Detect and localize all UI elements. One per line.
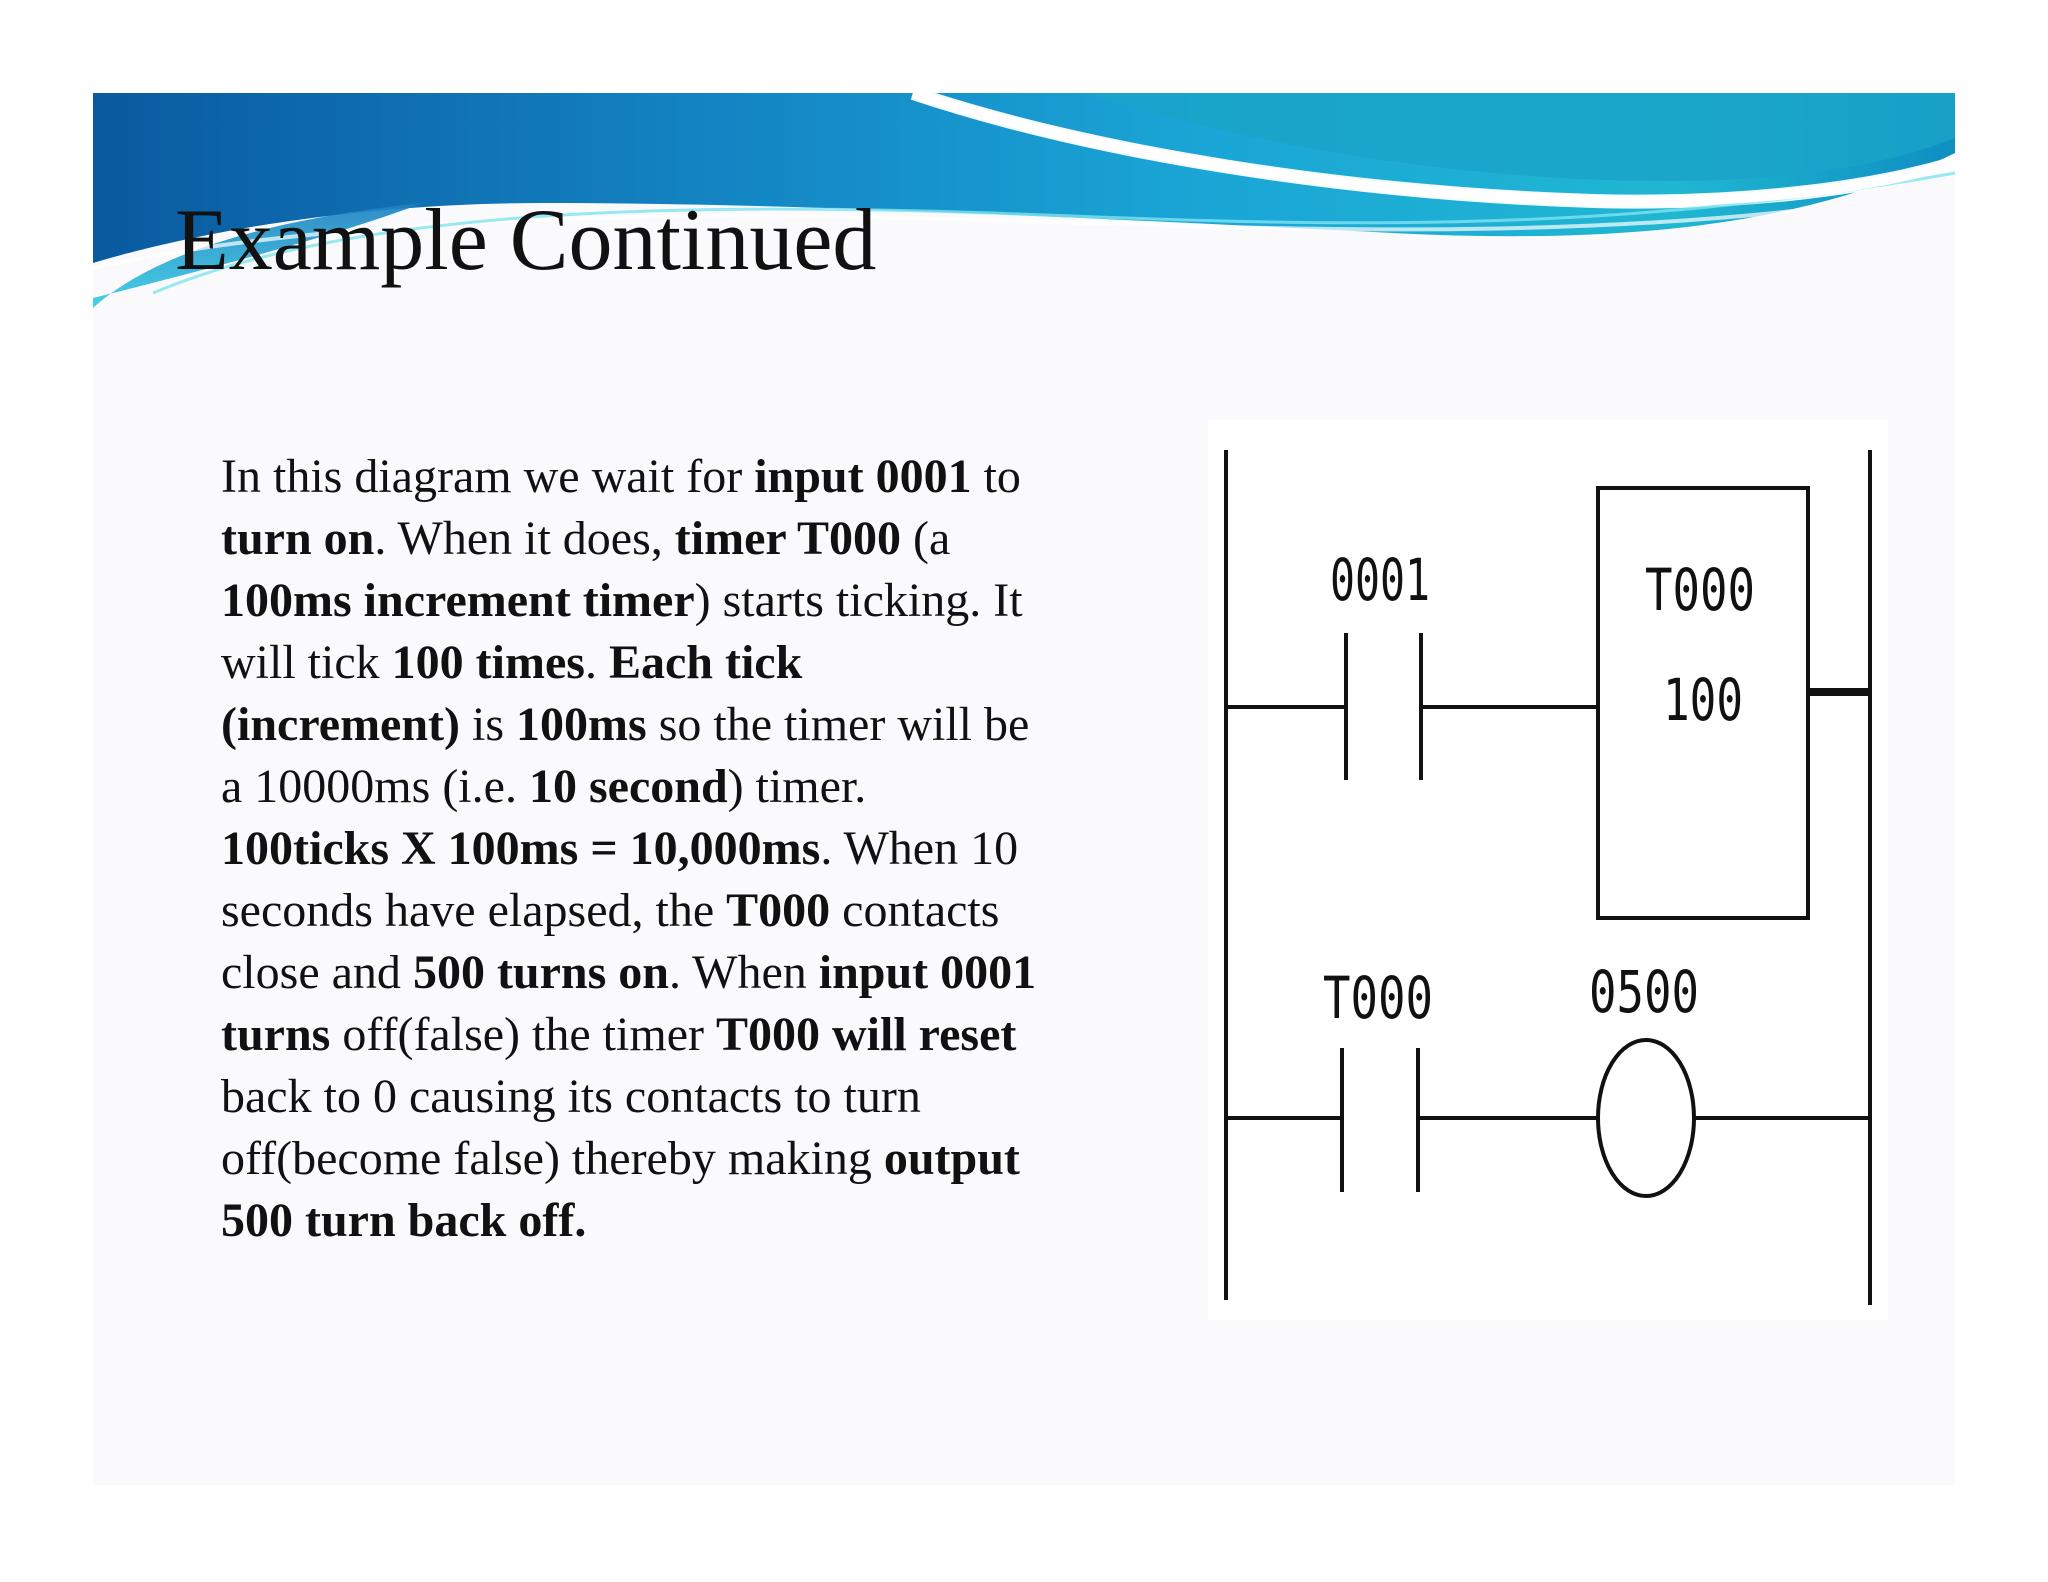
paragraph-line [221, 1066, 1121, 1128]
paragraph-text: is [460, 698, 517, 751]
paragraph-text: . [584, 636, 609, 689]
paragraph-text: . When 10 [820, 822, 1019, 875]
paragraph-text: In this diagram we wait for [221, 450, 755, 503]
emphasis-text: 500 turns on [412, 946, 669, 999]
paragraph-text: (a [900, 512, 951, 565]
emphasis-text: output [883, 1132, 1020, 1185]
paragraph-line [221, 446, 1121, 508]
paragraph-text: seconds have elapsed, the [221, 884, 727, 937]
timer-preset-label: 100 [1663, 666, 1743, 734]
paragraph-line [221, 1004, 1121, 1066]
timer-name-label: T000 [1645, 556, 1755, 624]
paragraph-line [221, 1190, 1121, 1252]
paragraph-line [221, 942, 1121, 1004]
ladder-logic-diagram [1208, 420, 1888, 1320]
explanation-paragraph [221, 446, 1121, 1252]
paragraph-text: ) starts ticking. It [694, 574, 1023, 627]
emphasis-text: T000 [726, 884, 831, 937]
slide-title: Example Continued [175, 192, 877, 289]
paragraph-line [221, 570, 1121, 632]
paragraph-line [221, 756, 1121, 818]
paragraph-text: . When [669, 946, 819, 999]
emphasis-text: 10 second [528, 760, 728, 813]
emphasis-text: 100ticks X 100ms = 10,000ms [221, 822, 821, 875]
paragraph-text: back to 0 causing its contacts to turn [221, 1070, 921, 1123]
emphasis-text: input 0001 [754, 450, 972, 503]
rung1-contact-label: 0001 [1330, 546, 1430, 614]
paragraph-text: . When it does, [374, 512, 675, 565]
paragraph-line [221, 632, 1121, 694]
output-coil [1598, 1040, 1694, 1196]
emphasis-text: Each tick [608, 636, 803, 689]
emphasis-text: 100 times [391, 636, 585, 689]
paragraph-line [221, 880, 1121, 942]
paragraph-text: so the timer will be [646, 698, 1030, 751]
paragraph-text: will tick [221, 636, 392, 689]
emphasis-text: turn on [221, 512, 375, 565]
paragraph-text: to [971, 450, 1021, 503]
emphasis-text: 500 turn back off. [221, 1194, 587, 1247]
emphasis-text: 100ms [516, 698, 647, 751]
emphasis-text: timer T000 [674, 512, 901, 565]
paragraph-line [221, 1128, 1121, 1190]
emphasis-text: 100ms increment timer [221, 574, 695, 627]
paragraph-line [221, 694, 1121, 756]
emphasis-text: input 0001 [818, 946, 1037, 999]
paragraph-text: a 10000ms (i.e. [221, 760, 529, 813]
emphasis-text: turns [221, 1008, 331, 1061]
paragraph-text: off(become false) thereby making [221, 1132, 884, 1185]
paragraph-text: contacts [830, 884, 1000, 937]
paragraph-line [221, 818, 1121, 880]
emphasis-text: (increment) [221, 698, 461, 751]
paragraph-text: off(false) the timer [330, 1008, 716, 1061]
emphasis-text: T000 will reset [715, 1008, 1017, 1061]
paragraph-text: close and [221, 946, 413, 999]
rung2-contact-label: T000 [1323, 964, 1433, 1032]
paragraph-text: ) timer. [727, 760, 867, 813]
paragraph-line [221, 508, 1121, 570]
output-coil-label: 0500 [1589, 958, 1699, 1026]
